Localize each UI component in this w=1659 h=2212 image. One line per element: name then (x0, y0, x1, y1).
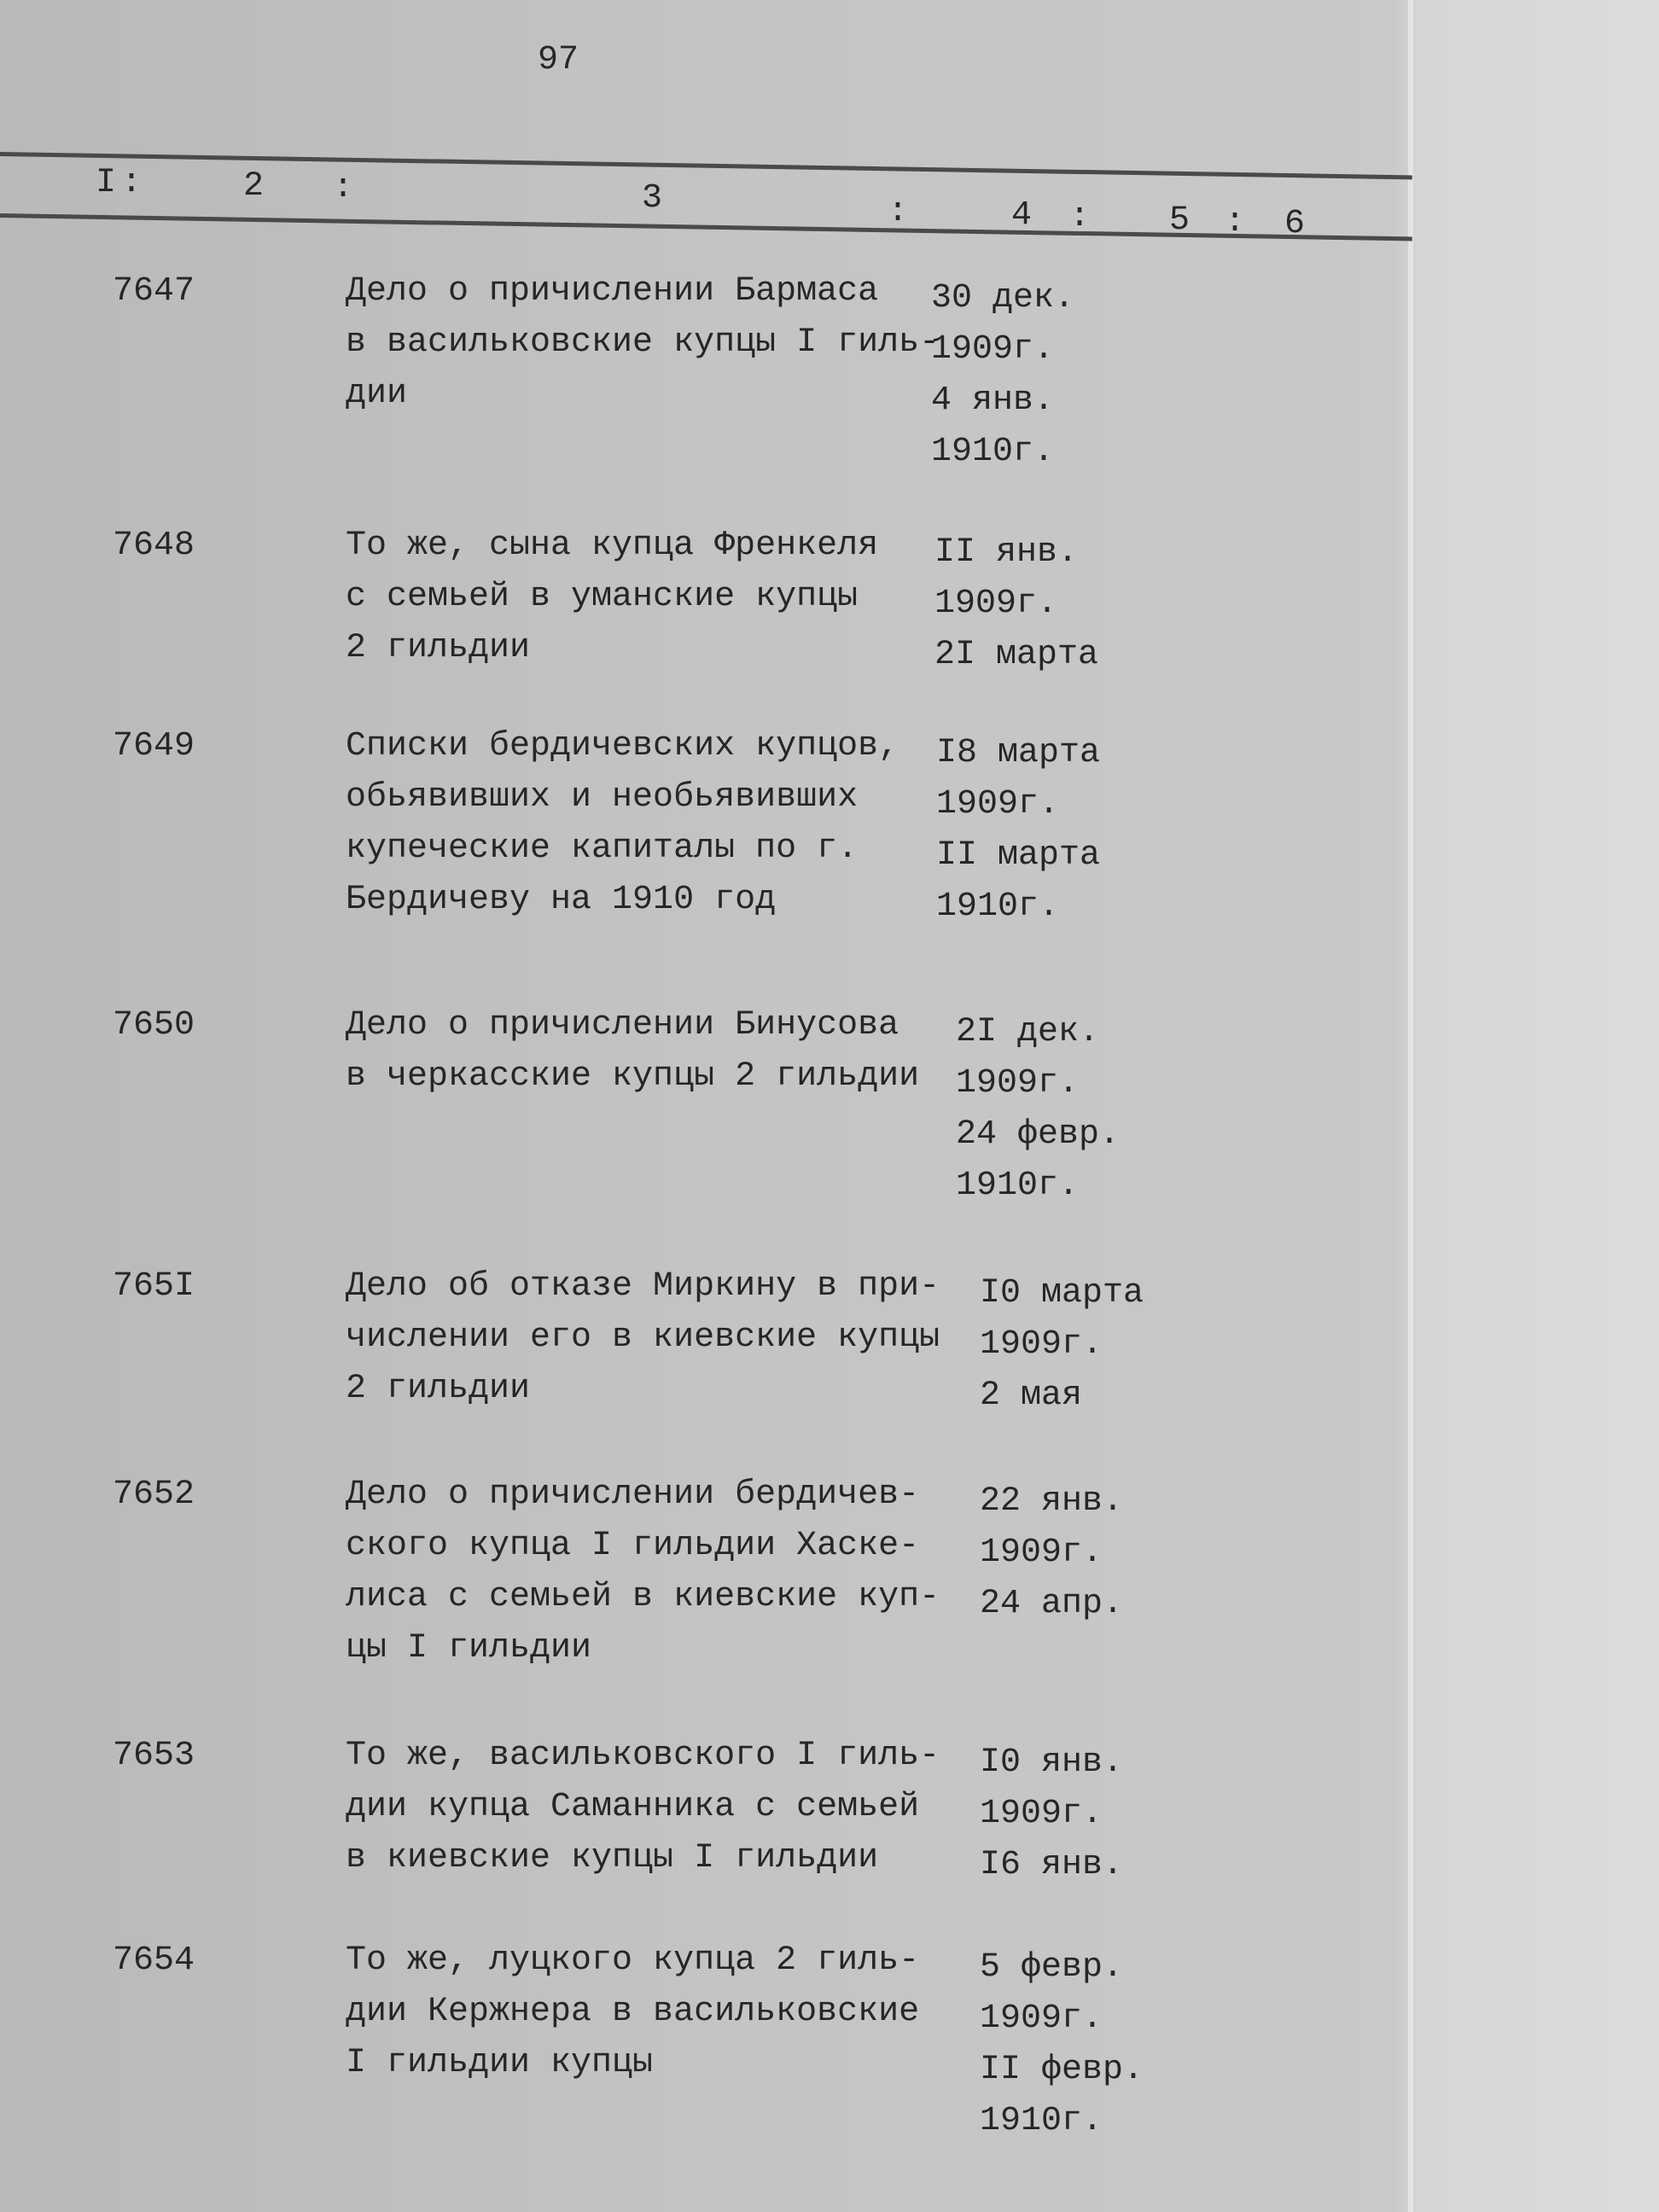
description-line: То же, луцкого купца 2 гиль- (346, 1941, 920, 1980)
date-line: 1909г. (980, 2000, 1103, 2038)
entry-description (346, 1261, 940, 1415)
date-line: 1909г. (931, 330, 1055, 369)
date-line: 2I дек. (956, 1013, 1100, 1051)
entry-description (346, 1000, 919, 1103)
description-line: дии купца Саманника с семьей (346, 1788, 920, 1826)
entry-description (346, 721, 899, 926)
date-line: 24 апр. (980, 1585, 1124, 1623)
date-line: 1909г. (956, 1064, 1080, 1103)
description-line: дии (346, 375, 408, 413)
entry-description (346, 266, 940, 420)
header-bottom-rule (0, 213, 1412, 241)
header-top-rule (0, 152, 1412, 179)
col-sep: : (121, 164, 143, 202)
description-line: Бердичеву на 1910 год (346, 881, 777, 919)
col-3: 3 (642, 179, 663, 218)
date-line: 2I марта (934, 636, 1099, 674)
entry-dates (936, 728, 1100, 933)
date-line: 2 мая (980, 1377, 1083, 1415)
date-line: 1910г. (936, 888, 1060, 926)
entry-number: 7652 (113, 1476, 195, 1514)
date-line: 24 февр. (956, 1115, 1121, 1154)
description-line: Дело о причислении бердичев- (346, 1476, 920, 1514)
col-sep: : (888, 193, 909, 231)
entry-number: 7653 (113, 1737, 195, 1775)
date-line: 1910г. (980, 2102, 1103, 2140)
entry-number: 7648 (113, 527, 195, 565)
entry-number: 7649 (113, 727, 195, 765)
description-line: То же, васильковского I гиль- (346, 1737, 940, 1775)
description-line: I гильдии купцы (346, 2044, 654, 2082)
description-line: дии Кержнера в васильковские (346, 1993, 920, 2031)
entry-dates (934, 527, 1098, 681)
date-line: 5 февр. (980, 1948, 1124, 1987)
date-line: I0 марта (980, 1274, 1144, 1313)
description-line: То же, сына купца Френкеля (346, 527, 879, 565)
description-line: Дело об отказе Миркину в при- (346, 1267, 940, 1306)
entry-number: 765I (113, 1267, 195, 1306)
date-line: 30 дек. (931, 279, 1075, 317)
col-2: 2 (243, 167, 265, 206)
col-1: I (96, 164, 117, 202)
description-line: обьявивших и необьявивших (346, 778, 859, 817)
description-line: с семьей в уманские купцы (346, 578, 859, 616)
col-sep: : (333, 169, 354, 207)
date-line: II марта (936, 836, 1101, 875)
description-line: Списки бердичевских купцов, (346, 727, 899, 765)
col-sep: : (1225, 203, 1246, 242)
date-line: 1909г. (980, 1325, 1103, 1364)
date-line: 1909г. (936, 785, 1060, 824)
entry-number: 7654 (113, 1941, 195, 1980)
entry-dates (956, 1007, 1120, 1212)
entry-number: 7650 (113, 1006, 195, 1045)
description-line: Дело о причислении Бинусова (346, 1006, 899, 1045)
description-line: лиса с семьей в киевские куп- (346, 1578, 940, 1616)
entry-description (346, 1470, 940, 1674)
date-line: 1909г. (934, 585, 1058, 623)
page-number: 97 (538, 41, 579, 79)
date-line: II янв. (934, 533, 1079, 572)
description-line: в черкасские купцы 2 гильдии (346, 1057, 920, 1096)
description-line: ского купца I гильдии Хаске- (346, 1527, 920, 1565)
description-line: Дело о причислении Бармаса (346, 272, 879, 311)
col-5: 5 (1169, 201, 1190, 240)
entry-dates (980, 1942, 1144, 2147)
date-line: 1910г. (956, 1167, 1080, 1205)
description-line: цы I гильдии (346, 1629, 592, 1668)
paper-edge (1408, 0, 1413, 2212)
description-line: 2 гильдии (346, 1370, 531, 1408)
date-line: I8 марта (936, 734, 1101, 772)
entry-dates (931, 273, 1074, 478)
entry-dates (980, 1476, 1123, 1630)
col-sep: : (1069, 198, 1091, 236)
description-line: в киевские купцы I гильдии (346, 1839, 879, 1877)
date-line: I6 янв. (980, 1846, 1124, 1884)
description-line: в васильковские купцы I гиль- (346, 323, 940, 362)
date-line: 1910г. (931, 433, 1055, 471)
date-line: 1909г. (980, 1795, 1103, 1833)
date-line: 4 янв. (931, 381, 1055, 420)
entry-dates (980, 1268, 1144, 1422)
col-4: 4 (1011, 196, 1033, 235)
description-line: числении его в киевские купцы (346, 1318, 940, 1357)
date-line: II февр. (980, 2051, 1144, 2089)
entry-description (346, 1731, 940, 1884)
entry-dates (980, 1738, 1123, 1891)
entry-number: 7647 (113, 272, 195, 311)
description-line: 2 гильдии (346, 629, 531, 667)
date-line: 1909г. (980, 1534, 1103, 1572)
entry-description (346, 521, 878, 674)
entry-description (346, 1936, 919, 2089)
col-6: 6 (1284, 205, 1306, 243)
description-line: купеческие капиталы по г. (346, 830, 859, 868)
date-line: 22 янв. (980, 1482, 1124, 1521)
date-line: I0 янв. (980, 1743, 1124, 1782)
